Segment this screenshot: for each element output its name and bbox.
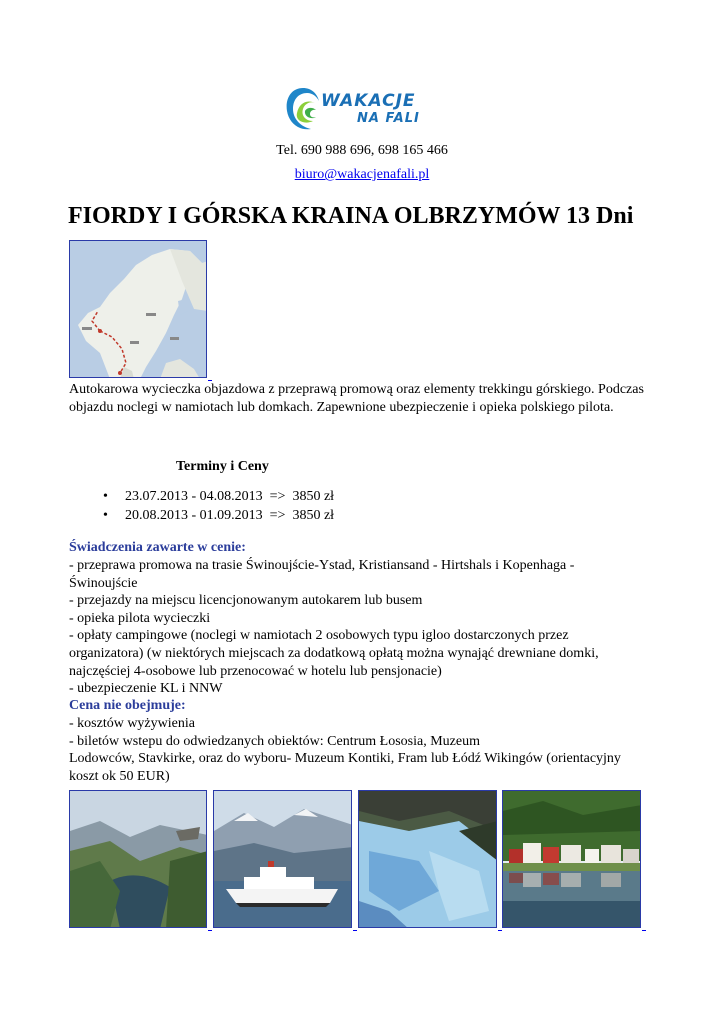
logo <box>283 85 455 137</box>
list-item: organizatora) (w niektórych miejscach za dodatkową opłatą można wynająć drewniane domki, <box>69 645 599 661</box>
included-list <box>69 557 659 698</box>
photo-link[interactable] <box>642 918 646 931</box>
list-item: - kosztów wyżywienia <box>69 716 195 731</box>
list-item: najczęściej 4-osobowe lub przenocować w hotelu lub pensjonacie) <box>69 663 442 679</box>
list-item: - opieka pilota wycieczki <box>69 610 211 626</box>
wave-logo-icon <box>283 85 323 135</box>
scandinavia-map-icon <box>70 241 207 378</box>
list-item: Lodowców, Stavkirke, oraz do wyboru- Muzeum Kontiki, Fram lub Łódź Wikingów (orientacyjny <box>69 751 621 767</box>
page-title: FIORDY I GÓRSKA KRAINA OLBRZYMÓW 13 Dni <box>68 203 634 229</box>
list-item: • 23.07.2013 - 04.08.2013 => 3850 zł <box>103 489 335 504</box>
ferry-icon <box>214 791 352 928</box>
logo-text: WAKACJE <box>321 91 416 111</box>
map-link[interactable] <box>208 368 212 381</box>
village-lake-icon <box>503 791 641 928</box>
phone-number: Tel. 690 988 696, 698 165 466 <box>276 143 448 158</box>
term-text: 23.07.2013 - 04.08.2013 => 3850 zł <box>125 489 335 504</box>
list-item: - biletów wstepu do odwiedzanych obiektów: Centrum Łososia, Muzeum <box>69 733 480 749</box>
list-item: - ubezpieczenie KL i NNW <box>69 681 223 697</box>
list-item: Świnoujście <box>69 575 138 591</box>
excluded-heading: Cena nie obejmuje: <box>69 698 186 713</box>
glacier-photo[interactable] <box>358 790 497 928</box>
email-link[interactable]: biuro@wakacjenafali.pl <box>294 167 430 182</box>
list-item: • 20.08.2013 - 01.09.2013 => 3850 zł <box>103 508 335 523</box>
terms-list <box>103 487 334 525</box>
route-map-image[interactable] <box>69 240 207 378</box>
list-item: - przeprawa promowa na trasie Świnoujście-Ystad, Kristiansand - Hirtshals i Kopenhaga - <box>69 558 575 573</box>
logo-subtext: NA FALI <box>357 111 420 126</box>
village-photo[interactable] <box>502 790 641 928</box>
photo-link[interactable] <box>353 918 357 931</box>
list-item: - opłaty campingowe (noclegi w namiotach 2 osobowych typu igloo dostarczonych przez <box>69 628 569 644</box>
included-heading: Świadczenia zawarte w cenie: <box>69 540 246 555</box>
intro-paragraph: Autokarowa wycieczka objazdowa z przeprawą promową oraz elementy trekkingu górskiego. Podczas objazdu noclegi w namiotach lub domkach. Zapewnione ubezpieczenie i opieka polskiego pilota. <box>69 382 644 415</box>
fjord-landscape-icon <box>70 791 207 928</box>
terms-heading: Terminy i Ceny <box>176 459 269 474</box>
list-item: - przejazdy na miejscu licencjonowanym autokarem lub busem <box>69 593 423 609</box>
list-item: koszt ok 50 EUR) <box>69 768 170 784</box>
glacier-icon <box>359 791 497 928</box>
fjord-cliff-photo[interactable] <box>69 790 207 928</box>
excluded-list <box>69 715 659 785</box>
term-text: 20.08.2013 - 01.09.2013 => 3850 zł <box>125 508 335 523</box>
ferry-photo[interactable] <box>213 790 352 928</box>
photo-link[interactable] <box>208 918 212 931</box>
